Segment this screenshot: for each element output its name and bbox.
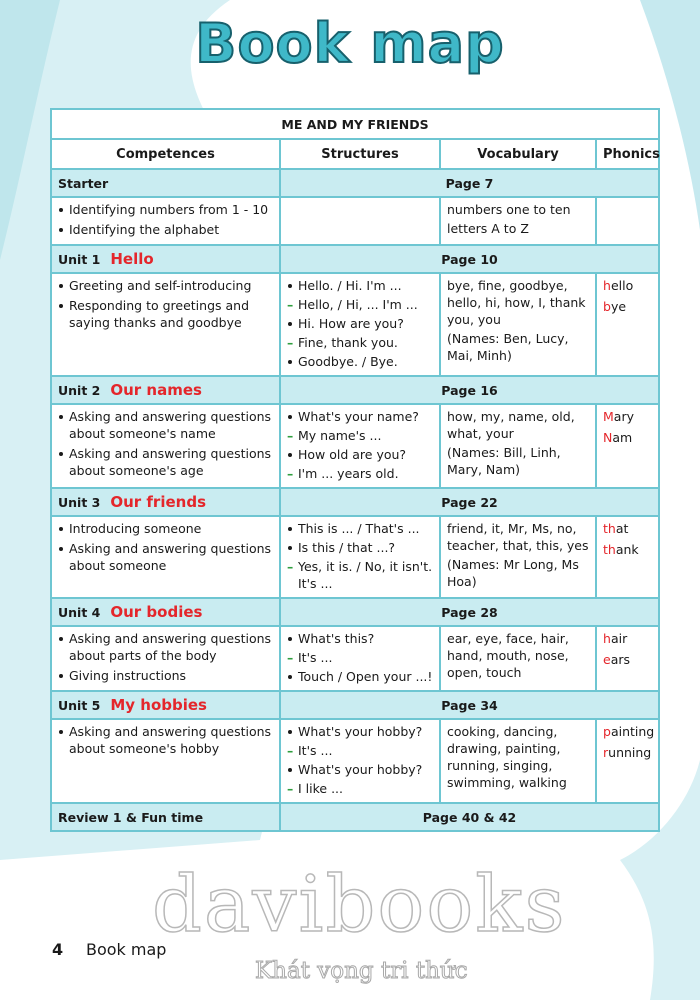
- structure-item: – I'm ... years old.: [287, 465, 433, 482]
- vocab-line: numbers one to ten: [447, 202, 571, 217]
- unit-1-content-row: [51, 273, 659, 376]
- column-header-competences: Competences: [51, 139, 280, 169]
- unit-1-phonics: [596, 273, 659, 376]
- competence-item: Asking and answering questions about someone: [58, 540, 273, 574]
- structure-item: – Yes, it is. / No, it isn't. It's ...: [287, 558, 433, 592]
- structure-item: How old are you?: [287, 446, 433, 463]
- phonics-word: painting: [603, 724, 655, 739]
- competence-item: Giving instructions: [58, 667, 273, 684]
- unit-3-competences: [51, 516, 280, 598]
- structure-item: What's this?: [287, 630, 433, 647]
- competence-item: Identifying numbers from 1 - 10: [58, 201, 273, 218]
- unit-4-label: Unit 4 Our bodies: [51, 598, 280, 626]
- structure-item: What's your name?: [287, 408, 433, 425]
- unit-5-page: Page 34: [280, 691, 659, 719]
- column-header-phonics: Phonics: [596, 139, 659, 169]
- structure-item: Hello. / Hi. I'm ...: [287, 277, 433, 294]
- unit-5-structures: [280, 719, 440, 803]
- unit-5-phonics: [596, 719, 659, 803]
- header-row: [51, 139, 659, 169]
- unit-2-vocabulary: [440, 404, 596, 488]
- competence-item: Greeting and self-introducing: [58, 277, 273, 294]
- phonics-word: hello: [603, 278, 634, 293]
- competence-item: Asking and answering questions about someone's name: [58, 408, 273, 442]
- structure-item: – My name's ...: [287, 427, 433, 444]
- structure-item: – Fine, thank you.: [287, 334, 433, 351]
- unit-5-label: Unit 5 My hobbies: [51, 691, 280, 719]
- vocab-line: letters A to Z: [447, 221, 529, 236]
- watermark-logo: davibooks: [152, 860, 567, 950]
- unit-3-structures: [280, 516, 440, 598]
- phonics-word: ears: [603, 652, 631, 667]
- structure-item: What's your hobby?: [287, 761, 433, 778]
- unit-3-vocabulary: [440, 516, 596, 598]
- vocab-words: cooking, dancing, drawing, painting, running, singing, swimming, walking: [447, 724, 567, 790]
- unit-3-label: Unit 3 Our friends: [51, 488, 280, 516]
- unit-2-name: Our names: [110, 380, 202, 399]
- structure-item: – It's ...: [287, 742, 433, 759]
- competence-item: Asking and answering questions about someone's hobby: [58, 723, 273, 757]
- phonics-word: running: [603, 745, 652, 760]
- column-header-structures: Structures: [280, 139, 440, 169]
- unit-3-page: Page 22: [280, 488, 659, 516]
- structure-item: – Hello, / Hi, ... I'm ...: [287, 296, 433, 313]
- competence-item: Asking and answering questions about someone's age: [58, 445, 273, 479]
- competence-item: Responding to greetings and saying thanks and goodbye: [58, 297, 273, 331]
- unit-4-structures: [280, 626, 440, 691]
- unit-2-structures: [280, 404, 440, 488]
- starter-content-row: [51, 197, 659, 245]
- vocab-names: (Names: Ben, Lucy, Mai, Minh): [447, 331, 569, 363]
- theme-title: ME AND MY FRIENDS: [51, 109, 659, 139]
- competence-item: Introducing someone: [58, 520, 273, 537]
- unit-1-name: Hello: [110, 249, 154, 268]
- structure-item: Hi. How are you?: [287, 315, 433, 332]
- phonics-word: hair: [603, 631, 628, 646]
- unit-2-content-row: [51, 404, 659, 488]
- unit-4-page: Page 28: [280, 598, 659, 626]
- starter-vocabulary: [440, 197, 596, 245]
- starter-label: Starter: [51, 169, 280, 197]
- starter-heading-row: [51, 169, 659, 197]
- unit-4-competences: [51, 626, 280, 691]
- unit-4-heading-row: [51, 598, 659, 626]
- vocab-words: how, my, name, old, what, your: [447, 409, 575, 441]
- structure-item: – I like ...: [287, 780, 433, 797]
- vocab-words: friend, it, Mr, Ms, no, teacher, that, this, yes: [447, 521, 589, 553]
- structure-item: Touch / Open your ...!: [287, 668, 433, 685]
- unit-3-name: Our friends: [110, 492, 206, 511]
- page-number: 4: [52, 940, 64, 959]
- phonics-word: that: [603, 521, 629, 536]
- competence-item: Asking and answering questions about parts of the body: [58, 630, 273, 664]
- starter-page: Page 7: [280, 169, 659, 197]
- unit-2-page: Page 16: [280, 376, 659, 404]
- structure-item: What's your hobby?: [287, 723, 433, 740]
- unit-1-competences: [51, 273, 280, 376]
- unit-1-page: Page 10: [280, 245, 659, 273]
- unit-4-content-row: [51, 626, 659, 691]
- phonics-word: Nam: [603, 430, 633, 445]
- column-header-vocabulary: Vocabulary: [440, 139, 596, 169]
- starter-phonics: [596, 197, 659, 245]
- unit-4-vocabulary: [440, 626, 596, 691]
- competence-item: Identifying the alphabet: [58, 221, 273, 238]
- unit-2-label: Unit 2 Our names: [51, 376, 280, 404]
- unit-4-phonics: [596, 626, 659, 691]
- theme-row: [51, 109, 659, 139]
- starter-competences: [51, 197, 280, 245]
- starter-structures: [280, 197, 440, 245]
- review-label: Review 1 & Fun time: [51, 803, 280, 831]
- unit-5-heading-row: [51, 691, 659, 719]
- page-title: Book map: [195, 12, 505, 75]
- vocab-names: (Names: Bill, Linh, Mary, Nam): [447, 445, 561, 477]
- unit-5-content-row: [51, 719, 659, 803]
- vocab-names: (Names: Mr Long, Ms Hoa): [447, 557, 579, 589]
- unit-2-phonics: [596, 404, 659, 488]
- phonics-word: thank: [603, 542, 639, 557]
- unit-1-heading-row: [51, 245, 659, 273]
- unit-5-name: My hobbies: [110, 695, 207, 714]
- review-page: Page 40 & 42: [280, 803, 659, 831]
- unit-3-phonics: [596, 516, 659, 598]
- unit-3-heading-row: [51, 488, 659, 516]
- unit-5-vocabulary: [440, 719, 596, 803]
- unit-1-vocabulary: [440, 273, 596, 376]
- unit-3-content-row: [51, 516, 659, 598]
- phonics-word: bye: [603, 299, 627, 314]
- unit-1-label: Unit 1 Hello: [51, 245, 280, 273]
- unit-1-structures: [280, 273, 440, 376]
- watermark-slogan: Khát vọng tri thức: [255, 958, 468, 984]
- phonics-word: Mary: [603, 409, 634, 424]
- structure-item: – It's ...: [287, 649, 433, 666]
- unit-4-name: Our bodies: [110, 602, 203, 621]
- review-row: [51, 803, 659, 831]
- book-map-table: [50, 108, 660, 832]
- unit-2-heading-row: [51, 376, 659, 404]
- unit-2-competences: [51, 404, 280, 488]
- unit-5-competences: [51, 719, 280, 803]
- vocab-words: bye, fine, goodbye, hello, hi, how, I, thank you, you: [447, 278, 586, 327]
- structure-item: Is this / that ...?: [287, 539, 433, 556]
- footer-label: Book map: [86, 940, 167, 959]
- structure-item: Goodbye. / Bye.: [287, 353, 433, 370]
- structure-item: This is ... / That's ...: [287, 520, 433, 537]
- vocab-words: ear, eye, face, hair, hand, mouth, nose, open, touch: [447, 631, 569, 680]
